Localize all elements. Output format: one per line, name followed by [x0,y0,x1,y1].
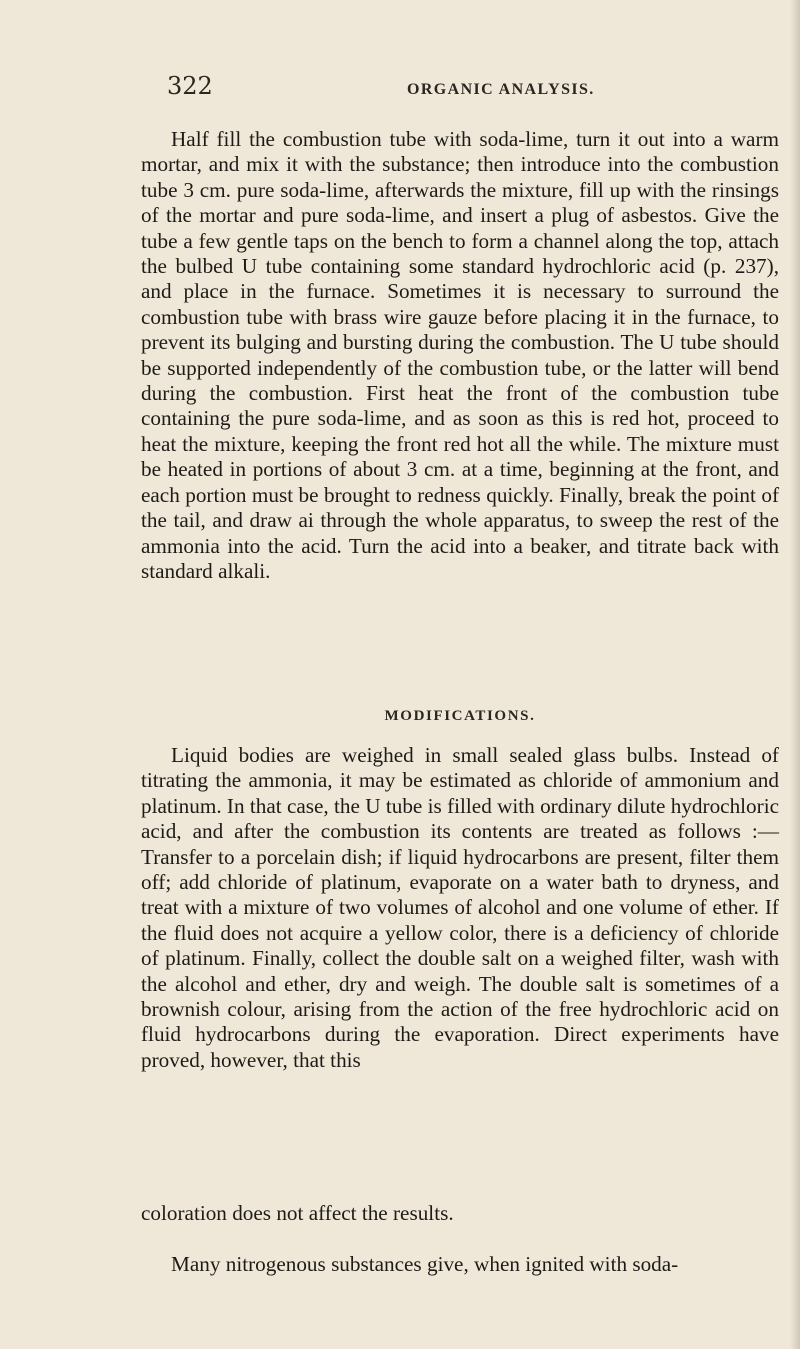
section-heading-modifications: MODIFICATIONS. [384,708,536,724]
body-paragraph-nitrogenous [141,1252,779,1277]
running-head: ORGANIC ANALYSIS. [407,81,595,98]
body-paragraph-coloration [141,1201,779,1226]
body-paragraph-modifications [141,743,779,1073]
page-number: 322 [167,72,213,100]
page-header [0,68,800,108]
paragraph-text: Many nitrogenous substances give, when ignited with soda- [171,1252,679,1276]
page-edge-shadow [790,0,800,1349]
paragraph-text: Half fill the combustion tube with soda-lime, turn it out into a warm mortar, and mix it with the substance; then introduce into the combustion tube 3 cm. pure soda-lime, afterwards the mixture, fill up with the rinsings of the mortar and pure soda-lime, and insert a plug of asbestos. Give the tube a few gentle taps on the bench to form a channel along the top, attach the bulbed U tube containing some standard hydrochloric acid (p. 237), and place in the furnace. Sometimes it is necessary to surround the combustion tube with brass wire gauze before placing it in the furnace, to prevent its bulging and bursting during the combustion. The U tube should be supported independently of the combustion tube, or the latter will bend during the combustion. First heat the front of the combustion tube containing the pure soda-lime, and as soon as this is red hot, proceed to heat the mixture, keeping the front red hot all the while. The mixture must be heated in portions of about 3 cm. at a time, beginning at the front, and each portion must be brought to redness quickly. Finally, break the point of the tail, and draw ai through the whole apparatus, to sweep the rest of the ammonia into the acid. Turn the acid into a beaker, and titrate back with standard alkali. [141,127,779,583]
paragraph-text: coloration does not affect the results. [141,1201,454,1225]
paragraph-text: Liquid bodies are weighed in small sealed glass bulbs. Instead of titrating the ammonia, it may be estimated as chloride of ammonium and platinum. In that case, the U tube is filled with ordinary dilute hydrochloric acid, and after the combustion its contents are treated as follows :—Transfer to a porcelain dish; if liquid hydrocarbons are present, filter them off; add chloride of platinum, evaporate on a water bath to dryness, and treat with a mixture of two volumes of alcohol and one volume of ether. If the fluid does not acquire a yellow color, there is a deficiency of chloride of platinum. Finally, collect the double salt on a weighed filter, wash with the alcohol and ether, dry and weigh. The double salt is sometimes of a brownish colour, arising from the action of the free hydrochloric acid on fluid hydrocarbons during the evaporation. Direct experiments have proved, however, that this [141,743,779,1072]
body-paragraph-procedure [141,127,779,584]
